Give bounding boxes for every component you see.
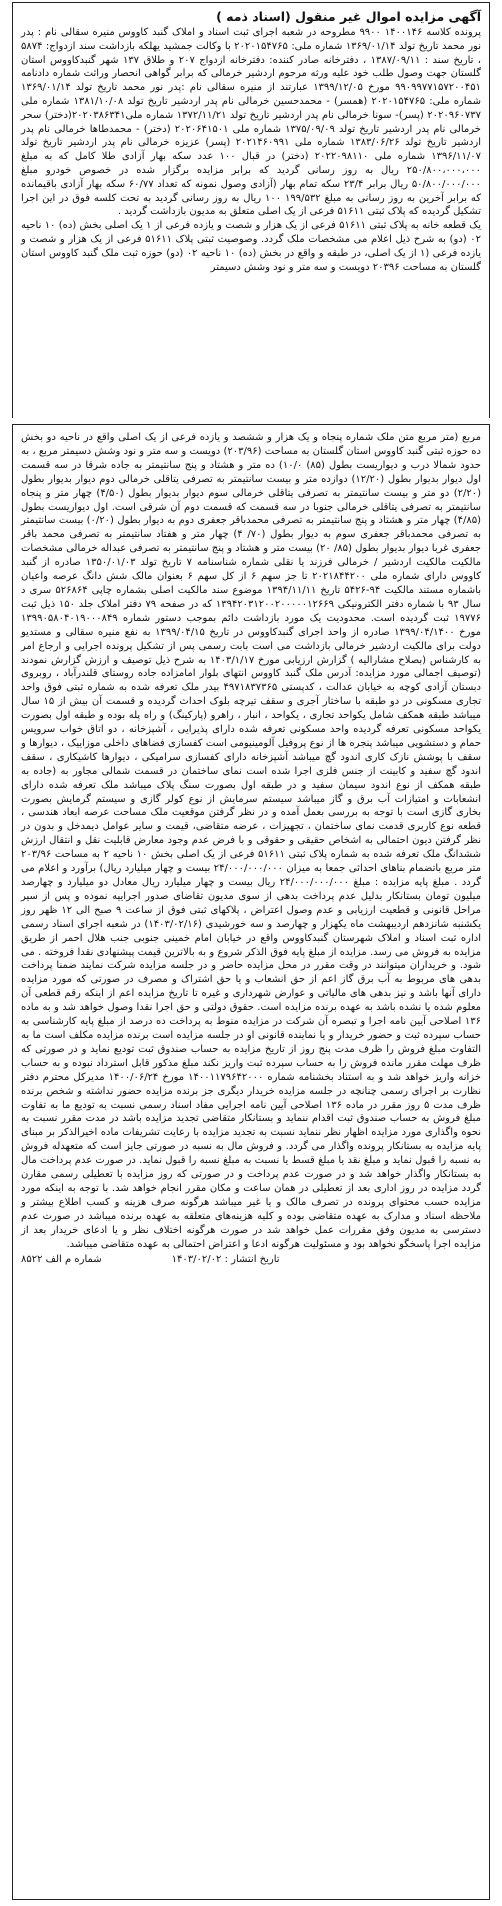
number-label: شماره م الف ۸۵۲۲ bbox=[21, 1254, 102, 1266]
notice-body-paragraph: مربع (متر مربع متن ملک شماره پنجاه و یک هزار و ششصد و یازده فرعی از یک اصلی واقع در ناحیه دو بخش ده حوزه ثبتی گنبد کاووس استان گلستان به مساحت (۲۰۳/۹۶) دویست و سه متر و نود وشش دسیمتر مربع ، به حدود شمالا درب و دیواریست بطول (۸۵) ۱۰/۰) ده متر و هشتاد و پنج سانتیمتر به جاده شرقا در سه قسمت اول دیوار بدیوار بطول (۱۲/۲۰) دوازده متر و بیست سانتیمتر به تصرفی یتاقلی خرمالی دوم دیوار بدیوار بطول (۲/۲۰) دو متر و بیست سانتیمتر به تصرفی یتاقلی خرمالی سوم دیوار بدیوار بطول (۴/۵۰) چهار متر و پنجاه سانتیمتر به تصرفی یتاقلی خرمالی جنوبا در سه قسمت که قسمت دوم آن شرقی است. اول دیواریست بطول (۴/۸۵) چهار متر و هشتاد و پنج سانتیمتر به تصرفی محمدباقر جعفری دوم به دیوار بطول (۰/۲۰) بیست سانتیمتر به تصرفی محمدباقر جعفری سوم به دیوار بطول (۷۰/ ۴) چهار متر و هفتاد سانتیمتر به تصرفی محمد باقر جعفری غربا دیوار بدیوار بطول (۸۵/ ۲۰) بیست متر و هشتاد و پنج سانتیمتر به تصرفی عبداله خرمالی مشخصات مالکیت مالکیت اردشیر / خرمالی فرزند یا نقلی شماره شناسنامه ۷ تاریخ تولد ۱۳۵۰/۰۱/۰۳ صادره از گنبد کاووس دارای شماره ملی ۲۰۲۱۸۴۴۲۰۰ تا جز سهم ۶ از کل سهم ۶ بعنوان مالک شش دانگ عرصه واعیان باشماره مستند مالکیت ۹۴-۵۴۲۶ تاریخ ۱۳۹۴/۱۱/۱۱ موضوع سند مالکیت اصلی بشماره چاپی ۵۲۶۸۶۴ سری د سال ۹۳ با شماره دفتر الکترونیکی ۱۳۹۴۲۰۳۱۲۰۰۲۰۰۰۰۰۱۲۶۶۹ که در صفحه ۷۹ دفتر املاک جلد ۱۵۰ ذیل ثبت ۱۹۷۷۶ ثبت گردیده است. محدودیت یک مورد بازداشت دائم بموجب دستور شماره ۱۳۹۹۰۵۸۰۴۰۱۹۰۰۰۸۴۹ مورخ ۱۳۹۹/۰۴/۱۴۰۰ صادره از واحد اجرای گنبدکاووس در تاریخ ۱۳۹۹/۰۴/۱۵ به نفع منیره سقالی و مستدیو دولت برای مالکیت اردشیر خرمالی بازداشت می است بابت رسمی پس از تشکیل پرونده اجرایی و ارجاع امر به کارشناس (بصلاح مشارالیه ) گزارش ارزیابی مورخ ۱۴۰۳/۱/۱۷ به شرح ذیل توصیف و ارزش گزارش نمودند (توصیف اجمالی مورد مزایده: آدرس ملک گنبد کاووس انتهای بلوار امامزاده جاده روستای قلندرآباد ، روبروی دبستان آزادی کوچه به خیابان عدالت ، کدپستی ۴۹۷۱۸۳۷۳۶۵ بیدر ملک تعرفه شده به شماره ثبتی فوق واحد تجاری مسکونی در دو طبقه با ساختار آجری و سقف تیرچه بلوک احداث گردیده و قسمت آن بیش از ۱۵ سال میباشد طبقه همکف شامل یکواحد تجاری ، یکواحد ، انبار ، راهرو (پارکینگ) و راه پله بوده و طبقه اول بصورت یکواحد مسکونی تعرفه گردیده واحد مسکونی تعرفه شده دارای پذیرایی ، آشپزخانه ، دو اتاق خواب سرویس حمام و دستشویی میباشد پنجره ها از نوع پروفیل آلومینیومی است کفسازی فضاهای داخلی موزاییک ، دیوارها و سقف با پوشش نازک کاری اندود گچ میباشد آشپزخانه دارای کفسازی سرامیکی ، دیوارها کاشیکاری ، سقف اندود گچ سفید و کابینت از جنس فلزی اجرا شده است نمای ساختمان در قسمت شمالی مجاور به (جاده به طبقه همکف از نوع اندود سیمان سفید و در طبقه اول بصورت سنگ پلاک میباشد ملک تعرفه شده دارای انشعابات و امتیازات آب برق و گاز میباشد سیستم سرمایش از نوع کولر گازی و سیستم گرمایش بصورت بخاری گازی است با توجه به بررسی بعمل آمده و در نظر گرفتن موقعیت ملک مساحت عرصه ابعاد هندسی ، قطعه نوع کاربری قدمت نمای ساختمان ، تجهیزات ، عرضه متقاضی، قیمت و سایر عوامل دیمدخل و بدون در نظر گرفتن دیون احتمالی به اشخاص حقیقی و حقوقی و با فرض عدم وجود معارض قابلیت نقل و انتقال ارزش ششدانگ ملک تعرفه شده به شماره پلاک ثبتی ۵۱۶۱۱ فرعی از یک اصلی بخش ۱۰ ناحیه ۲ به مساحت ۲۰۳/۹۶ متر مربع باتضمام بناهای احداثی جمعا به میزان ۲۴/۰۰۰/۰۰۰/۰۰۰ بیست و چهار میلیارد ریال) برآورد و اعلام می گردد . مبلغ پایه مزایده : مبلغ ۲۴/۰۰۰/۰۰۰/۰۰۰ ریال بیست و چهار میلیارد ریال معادل دو میلیارد و چهارصد میلیون تومان بستانکار بدلیل عدم پرداخت بدهی از سوی مدیون تقاضای صدور اجراییه نموده و پس از سیر مراحل قانونی و قطعیت ارزیابی و عدم وصول اعتراض ، پلاکهای ثبتی فوق از ساعت ۹ صبح الی ۱۲ ظهر روز یکشنبه شانزدهم اردیبهشت ماه یکهزار و چهارصد و سه خورشیدی (۱۴۰۳/۰۲/۱۶) در شعبه اجرای اسناد رسمی اداره ثبت اسناد و املاک شهرستان گنبدکاووس واقع در خیابان امام خمینی جنوبی جنب هلال احمر از طریق مزایده به فروش می رسد. مزایده از مبلغ پایه فوق الذکر شروع و به بالاترین قیمت پیشنهادی نقدا فروخته . می شود. و خریداران میتوانند در وقت مقرر در محل مزایده حاضر و در جلسه مزایده شرکت نمایند ضمنا پرداخت بدهی های مربوط به آب برق گاز اعم از حق انشعاب و یا حق اشتراک و مصرف در صورتی که مورد مزایده دارای آنها باشد و نیز بدهی های مالیاتی و عوارض شهرداری و غیره تا تاریخ مزایده اعم از اینکه رقم قطعی آن معلوم شده یا نشده باشد به عهده برنده مزایده است. حقوق دولتی و حق اجرا نقدا وصول خواهد شد و به ماده ۱۳۶ اصلاحی آیین نامه اجرا و تبصره آن شرکت در مزایده منوط به پرداخت ده درصد از مبلغ پایه کارشناسی به حساب سپرده ثبت و حضور خریدار و یا نماینده قانونی او در جلسه مزایده است برنده مزایده مکلف است ما به التفاوت مبلغ فروش را ظرف مدت پنج روز از تاریخ مزایده به حساب صندوق ثبت تودیع نماید و در صورتی که ظرف مهلت مقرر مانده فروش را به حساب سپرده ثبت واریز نکند مبلغ مذکور قابل استرداد نبوده و به حساب خزانه واریز خواهد شد و به استناد بخشنامه شماره ۱۴۰۰۱۱۷۹۶۴۲۰۰۰ مورخ ۱۴۰۰/۰۶/۲۴ مدیرکل محترم دفتر نظارت بر اجرای رسمی چنانچه در جلسه مزایده خریدار دیگری جز برنده مزایده حضور نداشته و شخص برنده ظرف مدت ۵ روز مقرر در ماده ۱۳۶ اصلاحی آیین نامه اجرایی مفاد اسناد رسمی نسبت به تودیع ما به تفاوت مبلغ فروش به حساب صندوق ثبت اقدام ننماید و بستانکار متقاضی تجدید مزایده باشد در مدت مقرر نسبت به نحوه واگذاری مورد مزایده اظهار نظر ننماید نسبت به تجدید مزایده با رعایت تشریفات ماده اخیرالذکر بر مبنای پایه مزایده به بستانکار پرونده واگذار می گردد. و فروش مال به نسبه در صورتی جایز است که متعهدله فروش به نسبه را قبول نماید و مبلغ نقد یا مبلغ قسط یا نسبت به مبلغ نسبه را قبول نماید. در صورت عدم پرداخت مال به بستانکار واگذار خواهد شد و در صورت عدم پرداخت و در صورتی که روز مزایده با تعطیلی رسمی مقارن گردد مزایده در روز اداری بعد از تعطیلی در همان ساعت و مکان مقرر انجام خواهد شد. با توجه به اینکه مورد مزایده حسب محتوای پرونده در تصرف مالک و یا غیر میباشد هرگونه صرف هزینه و کسب اطلاع بیشتر و ملاحظه اسناد و مدارک به عهده متقاضی بوده و کلیه هزینه‌های متعلقه به عهده برنده میباشد در صورت عدم دسترسی به مدیون وفق مقررات عمل خواهد شد در صورت هرگونه اختلاف نظر و یا ادعای خریدار بعد از مزایده اجرا پاسخگو نخواهد بود و مسئولیت هرگونه ادعا و اعتراض احتمالی به عهده متقاضی میباشد. bbox=[21, 432, 482, 1250]
property-summary-paragraph: یک قطعه خانه به پلاک ثبتی ۵۱۶۱۱ فرعی از یک هزار و شصت و یازده فرعی از ۱ یک اصلی بخش (ده) ۱۰ ناحیه ۰۲ (دو) به شرح ذیل اعلام می مشخصات ملک گردد. وصوصیت ثبتی پلاک ۵۱۶۱۱ فرعی از یک هزار و شصت و یازده فرعی (۱ از یک اصلی، در طبقه و واقع در بخش (ده) ۱۰ ناحیه ۰۲ (دو) حوزه ثبت ملک گنبد کاووس استان گلستان به مساحت ۲۰۳۹۶ دویست و سه متر و نود وشش دسیمتر bbox=[21, 220, 481, 273]
notice-body-box bbox=[12, 424, 490, 1900]
notice-footer bbox=[21, 1253, 481, 1267]
notice-title: آگهی مزایده اموال غیر منقول (اسناد ذمه ) bbox=[216, 9, 481, 24]
date-label: تاریخ انتشار : ۱۴۰۳/۰۲/۰۲ bbox=[171, 1254, 280, 1266]
notice-intro-paragraph: پرونده کلاسه ۱۴۰۰۱۴۶ ۹۹۰۰ مطروحه در شعبه اجرای ثبت اسناد و املاک گنبد کاووس منیره سقالی نام : پدر نور محمد تاریخ تولد ۱۳۶۹/۰۱/۱۴ شماره ملی: ۲۰۲۰۱۵۴۷۶۵ با وکالت جمشید یهلکه بازداشت سند ازدواج: ۵۸۷۴ ، تاریخ سند : ۱۳۸۷/۰۹/۱۱ ، دفترخانه صادر کننده: دفترخانه ازدواج ۲۰۷ و طلاق ۱۳۷ شهر گنبدکاووس استان گلستان جهت وصول طلب خود علیه ورثه مرحوم اردشیر خرمالی که برابر گواهی انحصار وراثت شماره دادنامه ۹۹۰۹۹۷۷۱۵۷۲۰۰۴۵۱ مورخ ۱۳۹۹/۱۲/۰۵ عبارتند از منیره سقالی نام :پدر نور محمد تاریخ تولد ۱۳۶۹/۰۱/۱۴ شماره ملی: ۲۰۲۰۱۵۴۷۶۵ (همسر) - محمدحسین خرمالی نام پدر اردشیر تاریخ تولد ۱۳۸۱/۱۰/۰۸ شماره ملی ۲۰۲۰۹۶۰۷۳۷ (پسر)- سونا خرمالی نام پدر اردشیر تاریخ تولد ۱۳۷۲/۱۱/۲۱ شماره ملی۲۰۲۰۳۸۶۳۴۱(دختر) سحر خرمالی نام پدر اردشیر تاریخ تولد ۱۳۷۵/۰۹/۰۹ شماره ملی ۲۰۲۰۶۴۱۵۰۱ (دختر) - محمدطاها خرمالی نام پدر اردشیر تاریخ تولد ۱۳۸۳/۰۶/۲۶ شماره ملی ۲۰۲۱۴۶۰۹۹۱ (پسر) عزیزه خرمالی نام پدر اردشیر تاریخ تولد ۱۳۹۶/۱۱/۰۷ شماره ملی ۲۰۲۲۰۹۸۱۱۰ (دختر) در قبال ۱۰۰ عدد سکه بهار آزادی طلا کامل که به مبلغ ۲۵۰/۸۰۰،۰۰۰،۰۰۰ ریال به روز رسانی گردید که برابر مزایده برگزار شده در خصوص خودرو مبلغ ۵۰/۸۰۰/۰۰۰/۰۰۰ ریال برابر ۲۳/۴ سکه تمام بهار (آزادی وصول نمونه که تعداد ۶۰/۷۷ سکه بهار آزادی باقیمانده که برابر آخرین به روز رسانی به مبلغ ۱۹۹/۵۳۲ ۱۰۰ ریال به روز رسانی گردید به تحت کلسه فوق در این اجرا تشکیل گردیده که پلاک ثبتی ۵۱۶۱۱ فرعی از یک اصلی متعلق به مدیون بازداشت گردید . bbox=[21, 27, 482, 218]
notice-header-box bbox=[12, 2, 490, 418]
